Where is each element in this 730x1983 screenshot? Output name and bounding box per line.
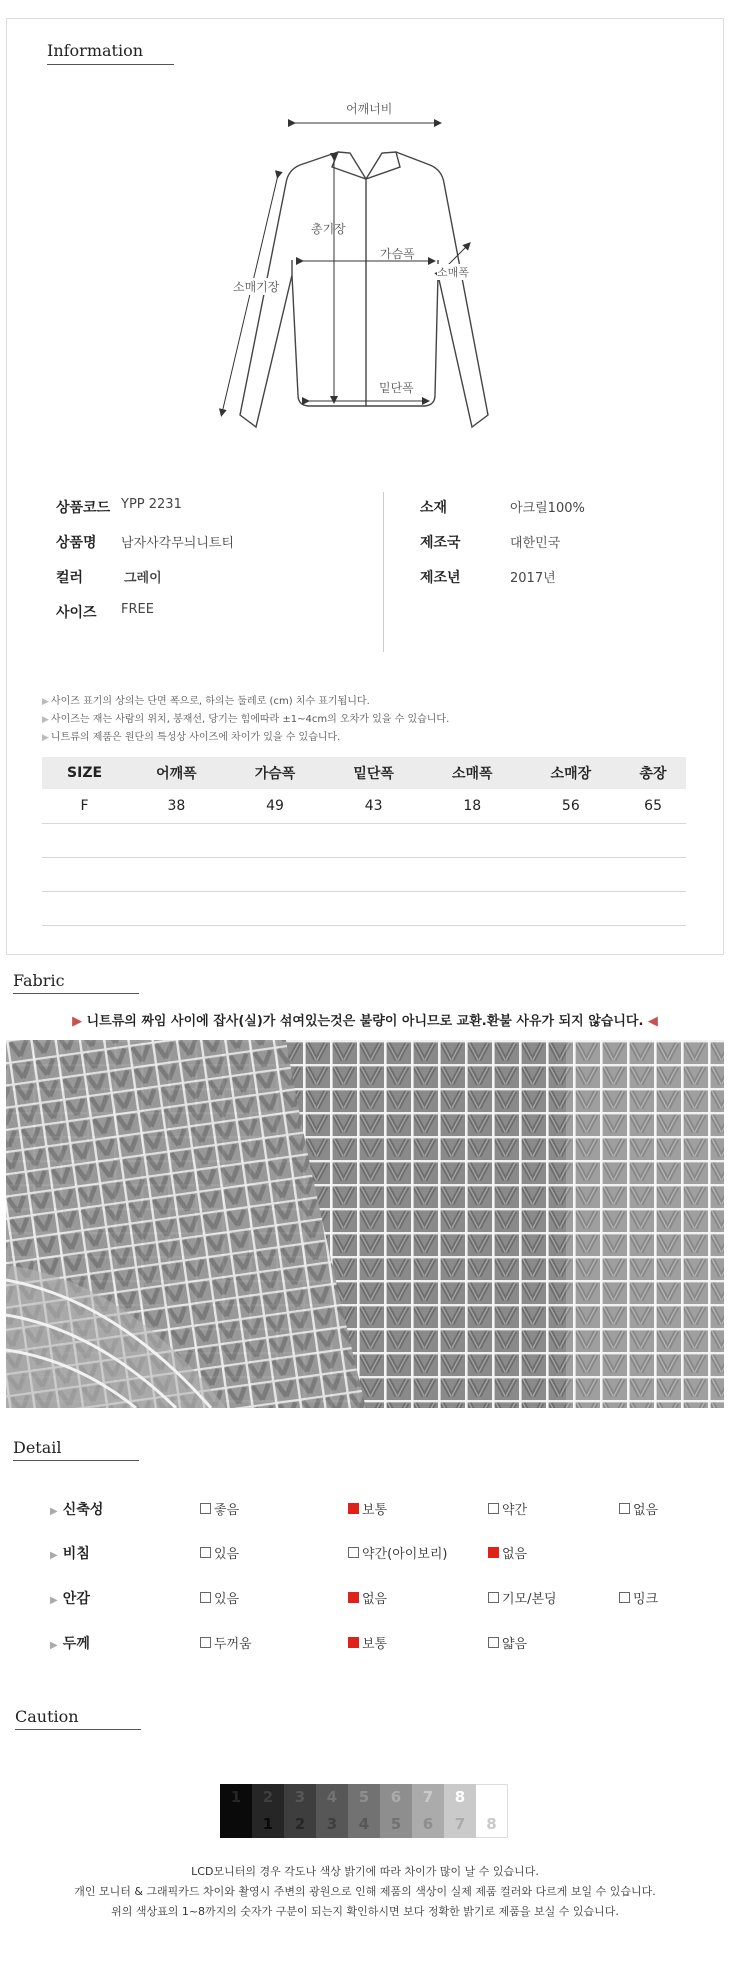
knit-texture [6,1040,724,1408]
option-none-selected [488,1543,527,1562]
option-yes [200,1543,239,1562]
option-yes [200,1588,239,1607]
detail-label: 안감 [62,1591,90,1607]
option-none [619,1499,658,1518]
label-hem: 밑단폭 [379,381,414,395]
table-cell: 65 [620,789,686,823]
detail-title-underline [13,1460,139,1461]
option-good [200,1499,239,1518]
swatch-top: 1 [220,1784,252,1811]
garment-size-diagram [200,95,530,440]
detail-row-thickness [50,1633,90,1653]
checkbox [619,1503,630,1514]
size-note-text: 사이즈 표기의 상의는 단면 폭으로, 하의는 둘레로 (cm) 치수 표기됩니다. [50,696,370,707]
checkbox [488,1592,499,1603]
row-arrow-icon: ▶ [50,1595,58,1606]
swatch-bottom: 1 [252,1811,284,1838]
swatch-bottom: 2 [284,1811,316,1838]
spec-value: 2017년 [510,571,556,586]
checkbox-checked [488,1547,499,1558]
checkbox [619,1592,630,1603]
spec-value: YPP 2231 [121,497,182,512]
swatch-top: 7 [412,1784,444,1811]
note-arrow-icon: ▶ [42,733,49,743]
size-table-header-row [42,757,686,789]
option-slight [488,1499,527,1518]
table-cell: 56 [522,789,621,823]
size-table-header: 어깨폭 [127,757,226,789]
swatch-top: 5 [348,1784,380,1811]
spec-row [56,497,234,532]
information-title: Information [47,41,144,60]
table-cell: F [42,789,127,823]
option-thick [200,1633,252,1652]
spec-row [56,532,234,567]
checkbox [200,1592,211,1603]
size-note [42,728,449,746]
checkbox [348,1547,359,1558]
size-table-header: 밑단폭 [324,757,423,789]
label-chest: 가슴폭 [380,247,415,261]
caution-line: 위의 색상표의 1~8까지의 숫자가 구분이 되는지 확인하시면 보다 정확한 밝기로 제품을 보실 수 있습니다. [111,1905,619,1918]
row-arrow-icon: ▶ [50,1506,58,1517]
fabric-notice [0,1010,730,1029]
spec-label: 컬러 [56,570,84,586]
size-table-header: SIZE [42,757,127,789]
spec-label: 상품명 [56,535,97,551]
size-table-header: 소매장 [522,757,621,789]
note-arrow-icon: ▶ [42,715,49,725]
size-table-header: 총장 [620,757,686,789]
option-label: 보통 [362,1503,388,1518]
checkbox [200,1547,211,1558]
spec-value: FREE [121,602,154,617]
fabric-title: Fabric [13,971,65,990]
label-shoulder: 어깨너비 [346,102,393,116]
option-none-selected [348,1588,387,1607]
brightness-color-chart [220,1784,508,1838]
swatch-bottom: 3 [316,1811,348,1838]
size-table [42,757,686,926]
option-label: 없음 [633,1503,659,1518]
checkbox-checked [348,1592,359,1603]
information-title-underline [47,64,174,65]
row-arrow-icon: ▶ [50,1640,58,1651]
spec-value: 아크릴100% [510,501,585,516]
note-arrow-icon: ▶ [42,697,49,707]
checkbox-checked [348,1637,359,1648]
spec-value: 그레이 [124,571,162,586]
fabric-title-underline [13,993,139,994]
detail-row-transparency [50,1543,90,1563]
table-row-empty [42,823,686,857]
size-note [42,710,449,728]
spec-label: 제조국 [420,535,461,551]
spec-row [420,532,585,567]
size-table-header: 가슴폭 [226,757,325,789]
fabric-closeup-image [6,1040,724,1408]
option-label: 좋음 [214,1503,240,1518]
spec-label: 사이즈 [56,605,97,621]
detail-row-elasticity [50,1499,103,1519]
checkbox [488,1637,499,1648]
swatch-top [476,1784,508,1811]
option-label: 약간(아이보리) [362,1547,448,1562]
checkbox [200,1637,211,1648]
size-note [42,692,449,710]
swatch-bottom: 8 [476,1811,508,1838]
swatch-bottom: 6 [412,1811,444,1838]
option-normal-selected [348,1633,387,1652]
checkbox [200,1503,211,1514]
caution-title: Caution [15,1707,79,1726]
option-label: 없음 [362,1592,388,1607]
table-row-empty [42,857,686,891]
option-label: 밍크 [633,1592,659,1607]
spec-row [420,497,585,532]
triangle-left-icon: ◀ [647,1014,658,1029]
label-sleeve-length: 소매기장 [233,280,280,294]
spec-label: 상품코드 [56,500,111,516]
swatch-bottom: 7 [444,1811,476,1838]
table-cell: 38 [127,789,226,823]
spec-list-right [420,497,585,602]
option-normal-selected [348,1499,387,1518]
swatch-top: 6 [380,1784,412,1811]
checkbox [488,1503,499,1514]
detail-label: 두께 [62,1636,90,1652]
measurement-arrows [222,123,468,413]
spec-row [56,602,234,637]
spec-list-left [56,497,234,637]
option-slight-ivory [348,1543,448,1562]
option-mink [619,1588,658,1607]
checkbox-checked [348,1503,359,1514]
size-note-text: 사이즈는 재는 사람의 위치, 봉재선, 당기는 힘에따라 ±1~4cm의 오차가 있을 수 있습니다. [50,714,450,725]
label-sleeve-width: 소매폭 [437,266,469,279]
option-label: 보통 [362,1637,388,1652]
spec-label: 제조년 [420,570,461,586]
option-label: 약간 [502,1503,528,1518]
spec-label: 소재 [420,500,448,516]
fabric-notice-text: 니트류의 짜임 사이에 잡사(실)가 섞여있는것은 불량이 아니므로 교환.환불 사유가 되지 않습니다. [86,1014,644,1029]
detail-label: 비침 [62,1546,90,1562]
swatch-bottom: 4 [348,1811,380,1838]
spec-value: 대한민국 [510,536,561,551]
spec-divider [383,492,384,652]
option-label: 얇음 [502,1637,528,1652]
option-label: 없음 [502,1547,528,1562]
spec-row [56,567,234,602]
swatch-top: 8 [444,1784,476,1811]
swatch-bottom: 5 [380,1811,412,1838]
table-row [42,789,686,823]
size-notes [42,692,449,746]
table-cell: 18 [423,789,522,823]
table-cell: 49 [226,789,325,823]
triangle-right-icon: ▶ [72,1014,83,1029]
option-label: 있음 [214,1592,240,1607]
caution-line: 개인 모니터 & 그래픽카드 차이와 촬영시 주변의 광원으로 인해 제품의 색상이 실제 제품 컬러와 다르게 보일 수 있습니다. [74,1885,656,1898]
swatch-bottom [220,1811,252,1838]
caution-title-underline [15,1729,141,1730]
row-arrow-icon: ▶ [50,1550,58,1561]
size-table-header: 소매폭 [423,757,522,789]
option-brushed-bonded [488,1588,557,1607]
swatch-top: 3 [284,1784,316,1811]
option-label: 있음 [214,1547,240,1562]
swatch-top: 2 [252,1784,284,1811]
table-cell: 43 [324,789,423,823]
detail-row-lining [50,1588,90,1608]
detail-label: 신축성 [62,1502,104,1518]
caution-line: LCD모니터의 경우 각도나 색상 밝기에 따라 차이가 많이 날 수 있습니다. [191,1865,539,1878]
option-label: 두꺼움 [214,1637,252,1652]
option-thin [488,1633,527,1652]
label-total-length: 총기장 [311,222,346,236]
table-row-empty [42,891,686,925]
spec-value: 남자사각무늬니트티 [121,536,235,551]
detail-title: Detail [13,1438,62,1457]
size-note-text: 니트류의 제품은 원단의 특성상 사이즈에 차이가 있을 수 있습니다. [50,732,341,743]
option-label: 기모/본딩 [502,1592,557,1607]
spec-row [420,567,585,602]
swatch-top: 4 [316,1784,348,1811]
